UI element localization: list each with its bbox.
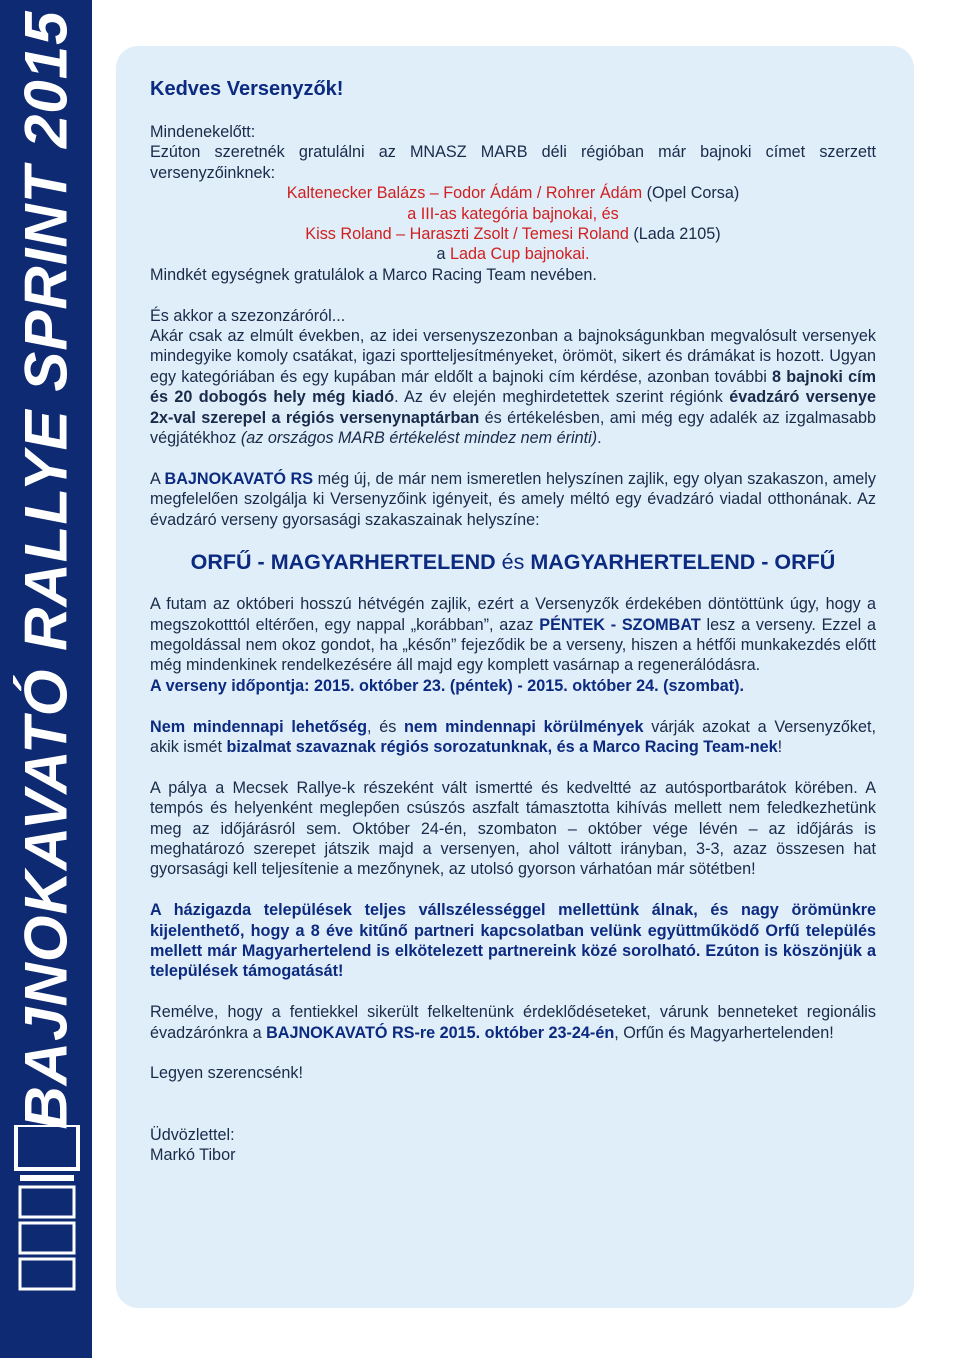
team2-car: (Lada 2105) (628, 225, 721, 244)
hosts-paragraph: A házigazda települések teljes vállszélességgel mellettünk álnak, és nagy örömünkre kijelenthető, hogy a 8 éve kitűnő partneri kapcsolatban velünk együttműködő Orfű település mellett már Magyarhertelend is elkötelezett partnereink közé sorolható. Ezúton is köszönjük a települések támogatását! (150, 901, 876, 981)
team1-class: a III-as kategória bajnokai, és (407, 204, 619, 223)
signature-name: Markó Tibor (150, 1145, 236, 1164)
letter-body (150, 76, 876, 1165)
track-paragraph: A pálya a Mecsek Rallye-k részeként vált ismertté és kedveltté az autósportbarátok körében. A tempós és helyenként meglepően csúszós aszfalt támasztotta kihívás mellett nem feledkezhetünk meg az időjárásról sem. Október 24-én, szombaton – október vége lévén – az időjárás is meghatározó szerepet játszik majd a versenyen, ahol váltott irányban, 3-3, azaz összesen hat gyorsasági kell teljesítenie a mezőnynek, az utolsó gyorson várhatóan már sötétben! (150, 778, 876, 879)
team2-names: Kiss Roland – Haraszti Zsolt / Temesi Roland (305, 225, 629, 244)
sidebar-banner (0, 0, 92, 1358)
champion-team-1 (150, 183, 876, 203)
team1-car: (Opel Corsa) (642, 184, 740, 203)
opportunity-paragraph: Nem mindennapi lehetőség, és nem mindennapi körülmények várják azokat a Versenyzőket, akik ismét bizalmat szavaznak régiós sorozatunknak, és a Marco Racing Team-nek! (150, 717, 877, 756)
venue-paragraph: A BAJNOKAVATÓ RS még új, de már nem ismeretlen helyszínen zajlik, egy olyan szakaszon, amely megfelelően szolgálja ki Versenyzőink igényeit, és amely méltó egy évadzáró viadal otthonának. Az évadzáró verseny gyorsasági szakaszainak helyszíne: (150, 469, 876, 529)
congrats-line: Ezúton szeretnék gratulálni az MNASZ MARB déli régióban már bajnoki címet szerzett versenyzőinknek: (150, 143, 876, 182)
stage-headline: ORFŰ - MAGYARHERTELEND és MAGYARHERTELEND - ORFŰ (190, 550, 836, 575)
season-paragraph: Akár csak az elmúlt években, az idei versenyszezonban a bajnokságunkban megvalósult versenyek mindegyike komoly csatákat, igazi sportteljesítményeket, örömöt, sikert és drámákat is hozott. Ugyan egy kategóriában és egy kupában már eldőlt a bajnoki cím kérdése, azonban további 8 bajnoki cím és 20 dobogós hely még kiadó. Az év elején meghirdetettek szerint régiónk évadzáró versenye 2x-val szerepel a régiós versenynaptárban és értékelésben, ami még egy adalék az izgalmasabb végjátékhoz (az országos MARB értékelést mindez nem érinti). (150, 327, 876, 448)
team1-names: Kaltenecker Balázs – Fodor Ádám / Rohrer Ádám (286, 184, 643, 203)
greeting-heading: Kedves Versenyzők! (150, 78, 344, 100)
event-date: A verseny időpontja: 2015. október 23. (péntek) - 2015. október 24. (szombat). (150, 676, 745, 695)
intro-line: Mindenekelőtt: (150, 123, 256, 141)
good-luck-line: Legyen szerencsénk! (150, 1064, 303, 1083)
season-intro: És akkor a szezonzáróról... (150, 306, 346, 325)
invitation-paragraph: Remélve, hogy a fentiekkel sikerült felkeltenünk érdeklődéseteket, várunk benneteket regionális évadzárónkra a BAJNOKAVATÓ RS-re 2015. október 23-24-én, Orfűn és Magyarhertelenden! (150, 1003, 876, 1042)
signature-greeting: Üdvözlettel: (150, 1125, 235, 1144)
event-title-vertical: BAJNOKAVATÓ RALLYE SPRINT 2015 (12, 10, 80, 1130)
mrc-logo-icon (12, 1125, 82, 1295)
team2-cup: a Lada Cup bajnokai. (436, 245, 590, 264)
champion-team-2 (150, 224, 876, 244)
schedule-paragraph: A futam az októberi hosszú hétvégén zajlik, ezért a Versenyzők érdekében döntöttünk úgy, hogy a megszokotttól eltérően, egy nappal „korábban”, azaz PÉNTEK - SZOMBAT lesz a verseny. Ezzel a megoldással nem okoz gondot, ha „későn” fejeződik be a verseny, hiszen a hétfői munkakezdés előtt még mindenkinek rendelkezésére áll majd egy komplett vasárnap a regenerálódásra. (150, 595, 876, 675)
congrats-team-line: Mindkét egységnek gratulálok a Marco Racing Team nevében. (150, 265, 597, 284)
